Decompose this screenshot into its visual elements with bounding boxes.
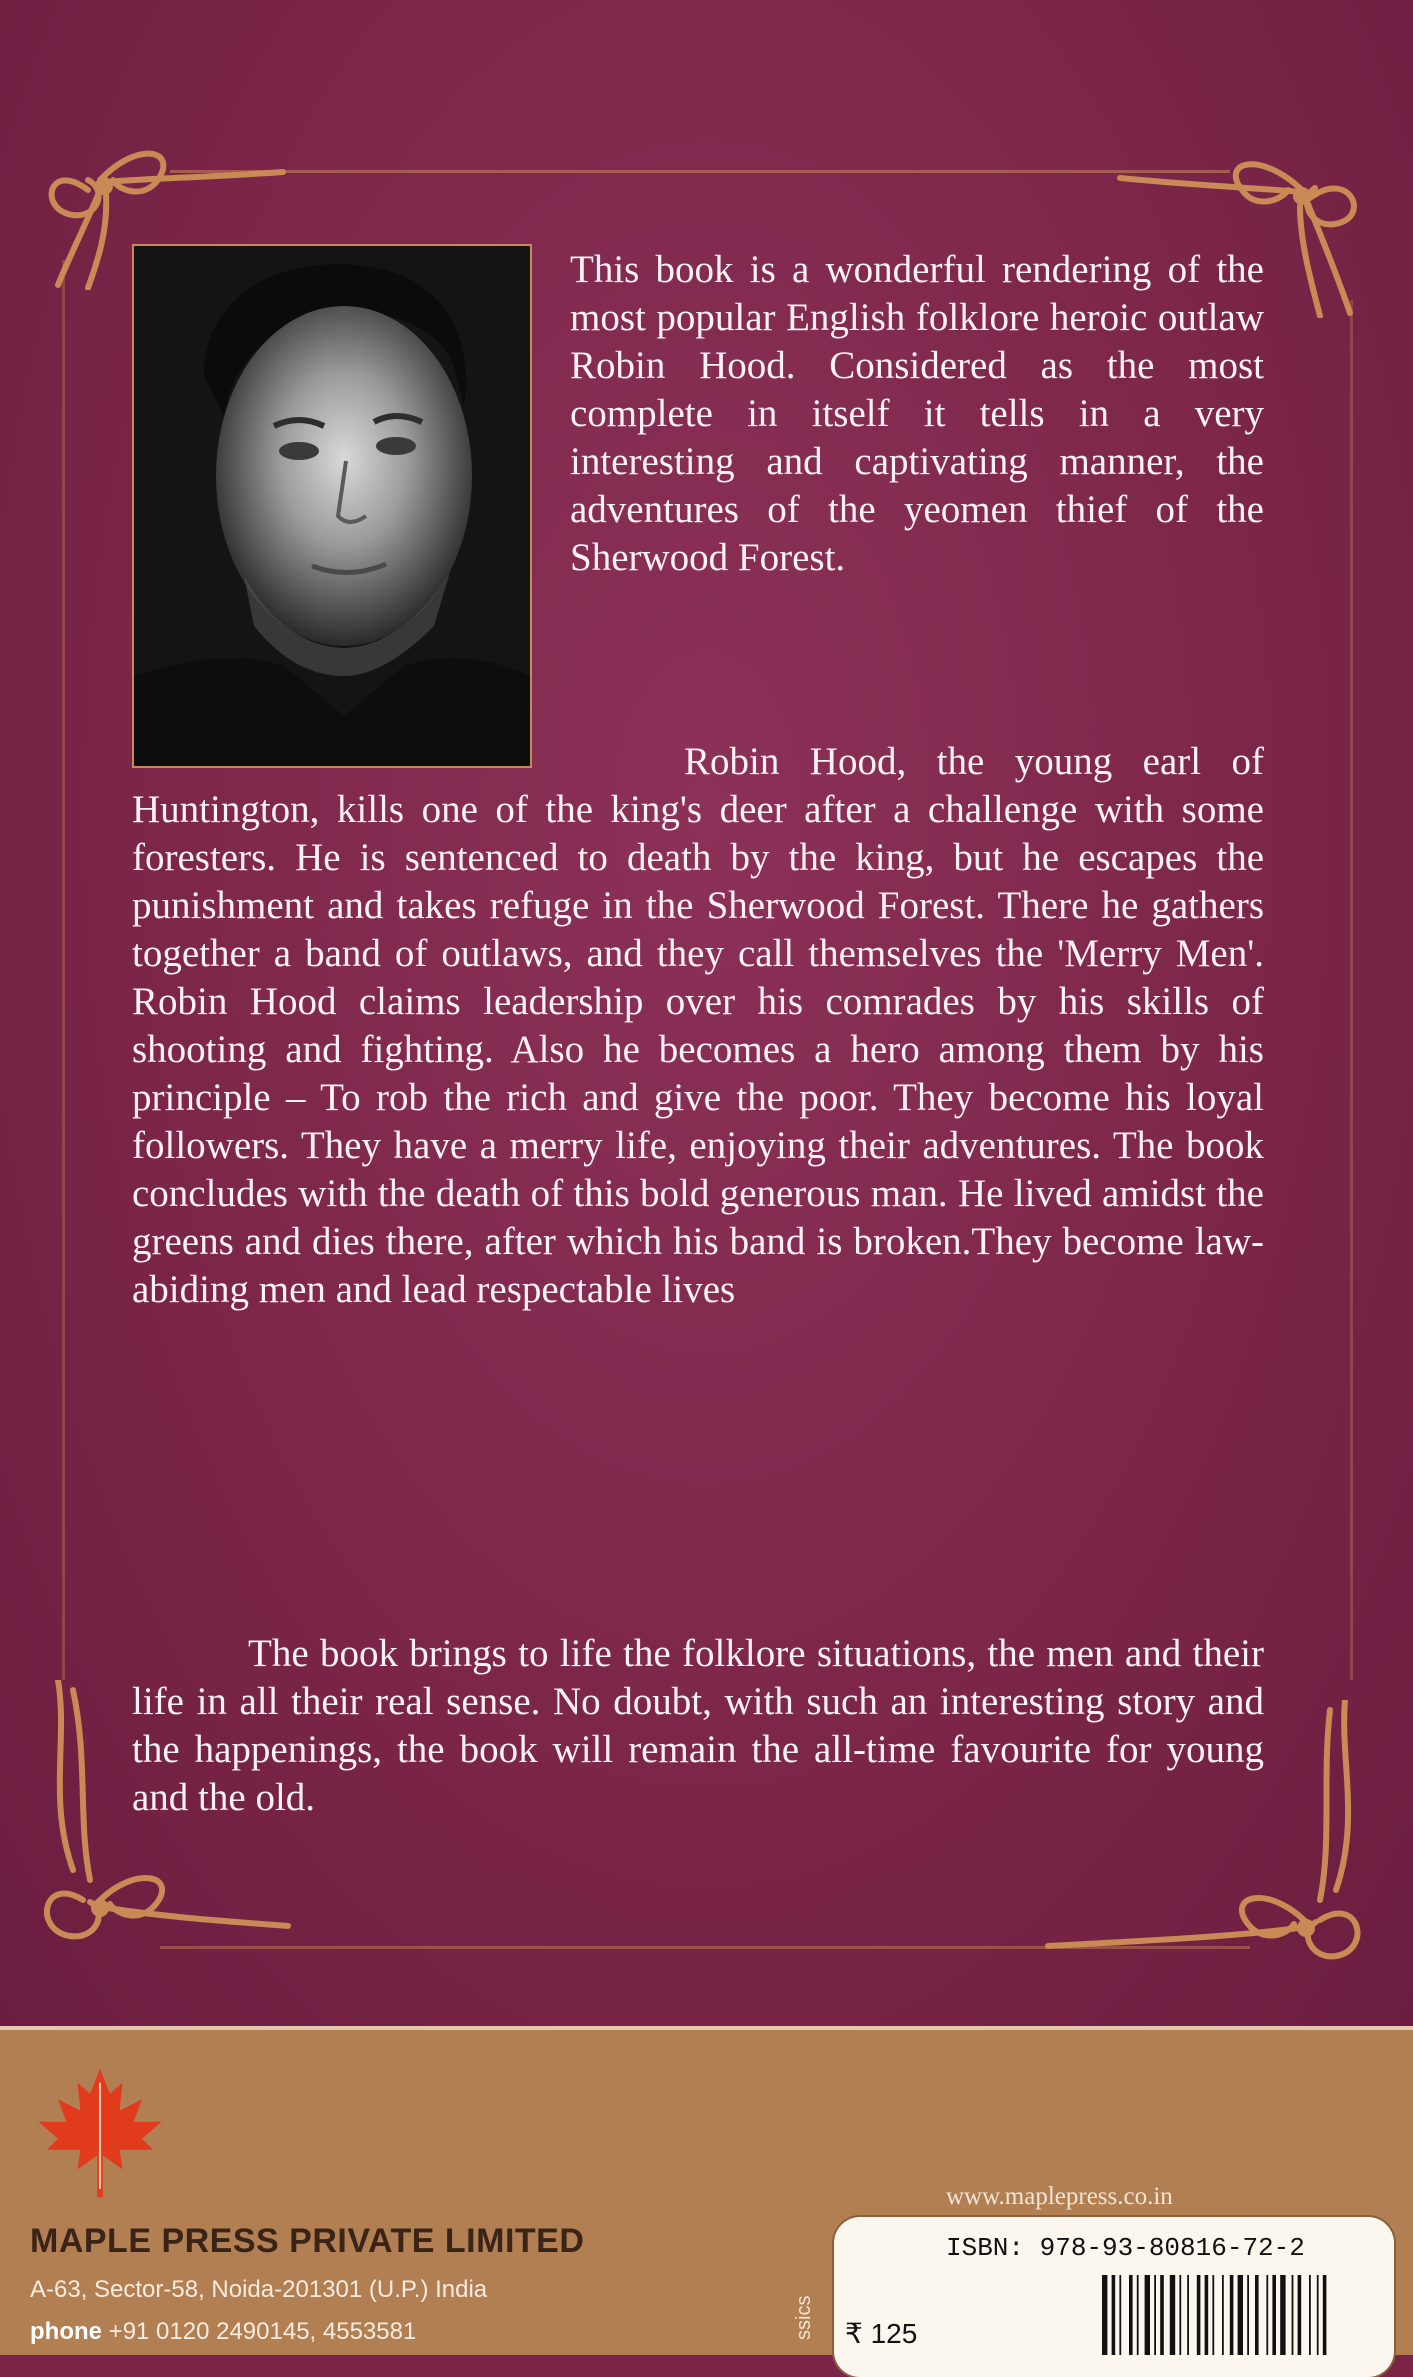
- isbn-number: ISBN: 978-93-80816-72-2: [946, 2233, 1305, 2263]
- barcode-bar: [1247, 2275, 1249, 2355]
- barcode-bar: [1205, 2275, 1209, 2355]
- barcode-bar: [1298, 2275, 1302, 2355]
- barcode-bar: [1272, 2275, 1276, 2355]
- frame-line-top: [170, 170, 1230, 173]
- frame-line-right: [1350, 300, 1353, 1680]
- phone-label: phone: [30, 2318, 102, 2345]
- publisher-address: A-63, Sector-58, Noida-201301 (U.P.) India: [30, 2276, 488, 2303]
- barcode-bar: [1160, 2275, 1164, 2355]
- portrait-photo: [132, 244, 532, 768]
- publisher-name: MAPLE PRESS PRIVATE LIMITED: [30, 2222, 585, 2260]
- blurb-paragraph-2: [132, 738, 1264, 1314]
- blurb-paragraph-3: [132, 1630, 1264, 1822]
- barcode-bar: [1179, 2275, 1181, 2355]
- barcode-bar: [1222, 2275, 1224, 2355]
- barcode-bar: [1154, 2275, 1156, 2355]
- barcode-bar: [1112, 2275, 1116, 2355]
- barcode-bar: [1280, 2275, 1285, 2355]
- barcode-bar: [1212, 2275, 1214, 2355]
- phone-numbers: +91 0120 2490145, 4553581: [108, 2318, 417, 2345]
- blurb-paragraph-3-text: The book brings to life the folklore situations, the men and their life in all their real sense. No doubt, with such an interesting story and the happenings, the book will remain the all-time favourite for young and the old.: [132, 1632, 1264, 1819]
- barcode-bar: [1309, 2275, 1311, 2355]
- barcode-bar: [1197, 2275, 1201, 2355]
- barcode-bar: [1230, 2275, 1234, 2355]
- barcode-bar: [1323, 2275, 1327, 2355]
- barcode-bar: [1145, 2275, 1150, 2355]
- publisher-phone: [30, 2318, 416, 2346]
- barcode-image: [1100, 2275, 1390, 2355]
- barcode-bar: [1255, 2275, 1259, 2355]
- barcode-bar: [1266, 2275, 1268, 2355]
- frame-line-left: [62, 260, 65, 1680]
- barcode-bar: [1102, 2275, 1107, 2355]
- barcode-bar: [1317, 2275, 1319, 2355]
- portrait-face-image: [134, 246, 530, 766]
- barcode-bar: [1129, 2275, 1133, 2355]
- barcode-bar: [1238, 2275, 1243, 2355]
- barcode-bar: [1292, 2275, 1294, 2355]
- publisher-website[interactable]: www.maplepress.co.in: [946, 2183, 1173, 2210]
- price-label: ₹ 125: [845, 2318, 918, 2349]
- blurb-paragraph-2-text: Robin Hood, the young earl of Huntington, kills one of the king's deer after a challenge with some foresters. He is sentenced to death by the king, but he escapes the punishment and takes refuge in the Sherwood Forest. There he gathers together a band of outlaws, and they call themselves the 'Merry Men'. Robin Hood claims leadership over his comrades by his skills of shooting and fighting. Also he becomes a hero among them by his principle – To rob the rich and give the poor. They become his loyal followers. They have a merry life, enjoying their adventures. The book concludes with the death of this bold generous man. He lived amidst the greens and dies there, after which his band is broken.They become law-abiding men and lead respectable lives: [132, 740, 1264, 1311]
- blurb-paragraph-1: [570, 246, 1264, 582]
- barcode-bar: [1137, 2275, 1139, 2355]
- blurb-paragraph-1-text: This book is a wonderful rendering of the most popular English folklore heroic outlaw Robin Hood. Considered as the most complete in itself it tells in a very interesting and captivating manner, the adventures of the yeomen thief of the Sherwood Forest.: [570, 248, 1264, 579]
- barcode-bar: [1119, 2275, 1121, 2355]
- maple-leaf-logo-icon: [30, 2063, 170, 2203]
- spine-text: ssics: [793, 2295, 815, 2340]
- barcode-bar: [1187, 2275, 1189, 2355]
- barcode-bar: [1170, 2275, 1175, 2355]
